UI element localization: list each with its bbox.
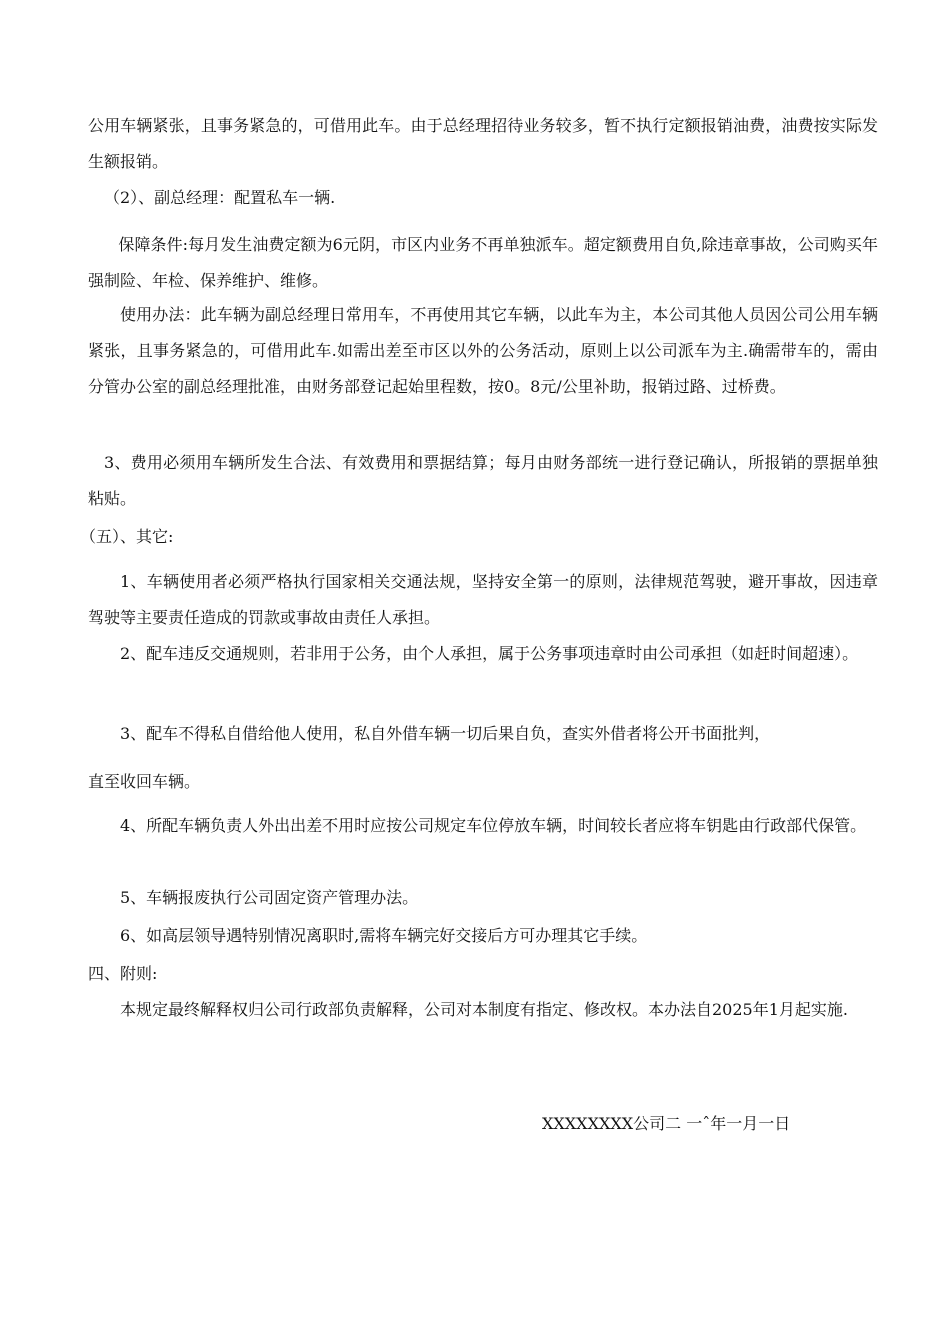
heading-other: （五）、其它:	[80, 527, 174, 546]
paragraph-rule-4: 4、所配车辆负责人外出出差不用时应按公司规定车位停放车辆，时间较长者应将车钥匙由行政部代保管。	[120, 816, 867, 835]
paragraph-rule-6: 6、如高层领导遇特别情况离职时,需将车辆完好交接后方可办理其它手续。	[120, 926, 648, 945]
signature-line: XXXXXXXX公司二 一ˆ年一月一日	[542, 1114, 791, 1133]
paragraph-rule-3-continued: 直至收回车辆。	[88, 772, 201, 791]
paragraph-guarantee-conditions: 保障条件:每月发生油费定额为6元阴，市区内业务不再单独派车。超定额费用自负,除违章事故，公司购买年强制险、年检、保养维护、维修。	[88, 235, 878, 290]
paragraph-usage-method: 使用办法：此车辆为副总经理日常用车，不再使用其它车辆，以此车为主，本公司其他人员因公司公用车辆紧张，且事务紧急的，可借用此车.如需出差至市区以外的公务活动，原则上以公司派车为主.确需带车的，需由分管办公室的副总经理批准，由财务部登记起始里程数，按0。8元/公里补助，报销过路、过桥费。	[88, 305, 878, 396]
paragraph-rule-5: 5、车辆报废执行公司固定资产管理办法。	[120, 888, 419, 907]
paragraph-continued-usage: 公用车辆紧张，且事务紧急的，可借用此车。由于总经理招待业务较多，暂不执行定额报销油费，油费按实际发生额报销。	[88, 116, 878, 171]
paragraph-rule-3: 3、配车不得私自借给他人使用，私自外借车辆一切后果自负，查实外借者将公开书面批判，	[120, 724, 771, 743]
paragraph-rule-1: 1、车辆使用者必须严格执行国家相关交通法规，坚持安全第一的原则，法律规范驾驶，避开事故，因违章驾驶等主要责任造成的罚款或事故由责任人承担。	[88, 572, 878, 627]
paragraph-appendix-body: 本规定最终解释权归公司行政部负责解释，公司对本制度有指定、修改权。本办法自2025年1月起实施.	[120, 1000, 848, 1019]
heading-deputy-gm: （2）、副总经理：配置私车一辆.	[104, 188, 336, 207]
paragraph-rule-2: 2、配车违反交通规则，若非用于公务，由个人承担，属于公务事项违章时由公司承担（如赶时间超速）。	[120, 644, 859, 663]
heading-appendix: 四、附则:	[88, 964, 158, 983]
paragraph-expenses: 3、费用必须用车辆所发生合法、有效费用和票据结算；每月由财务部统一进行登记确认，所报销的票据单独粘贴。	[88, 453, 878, 508]
